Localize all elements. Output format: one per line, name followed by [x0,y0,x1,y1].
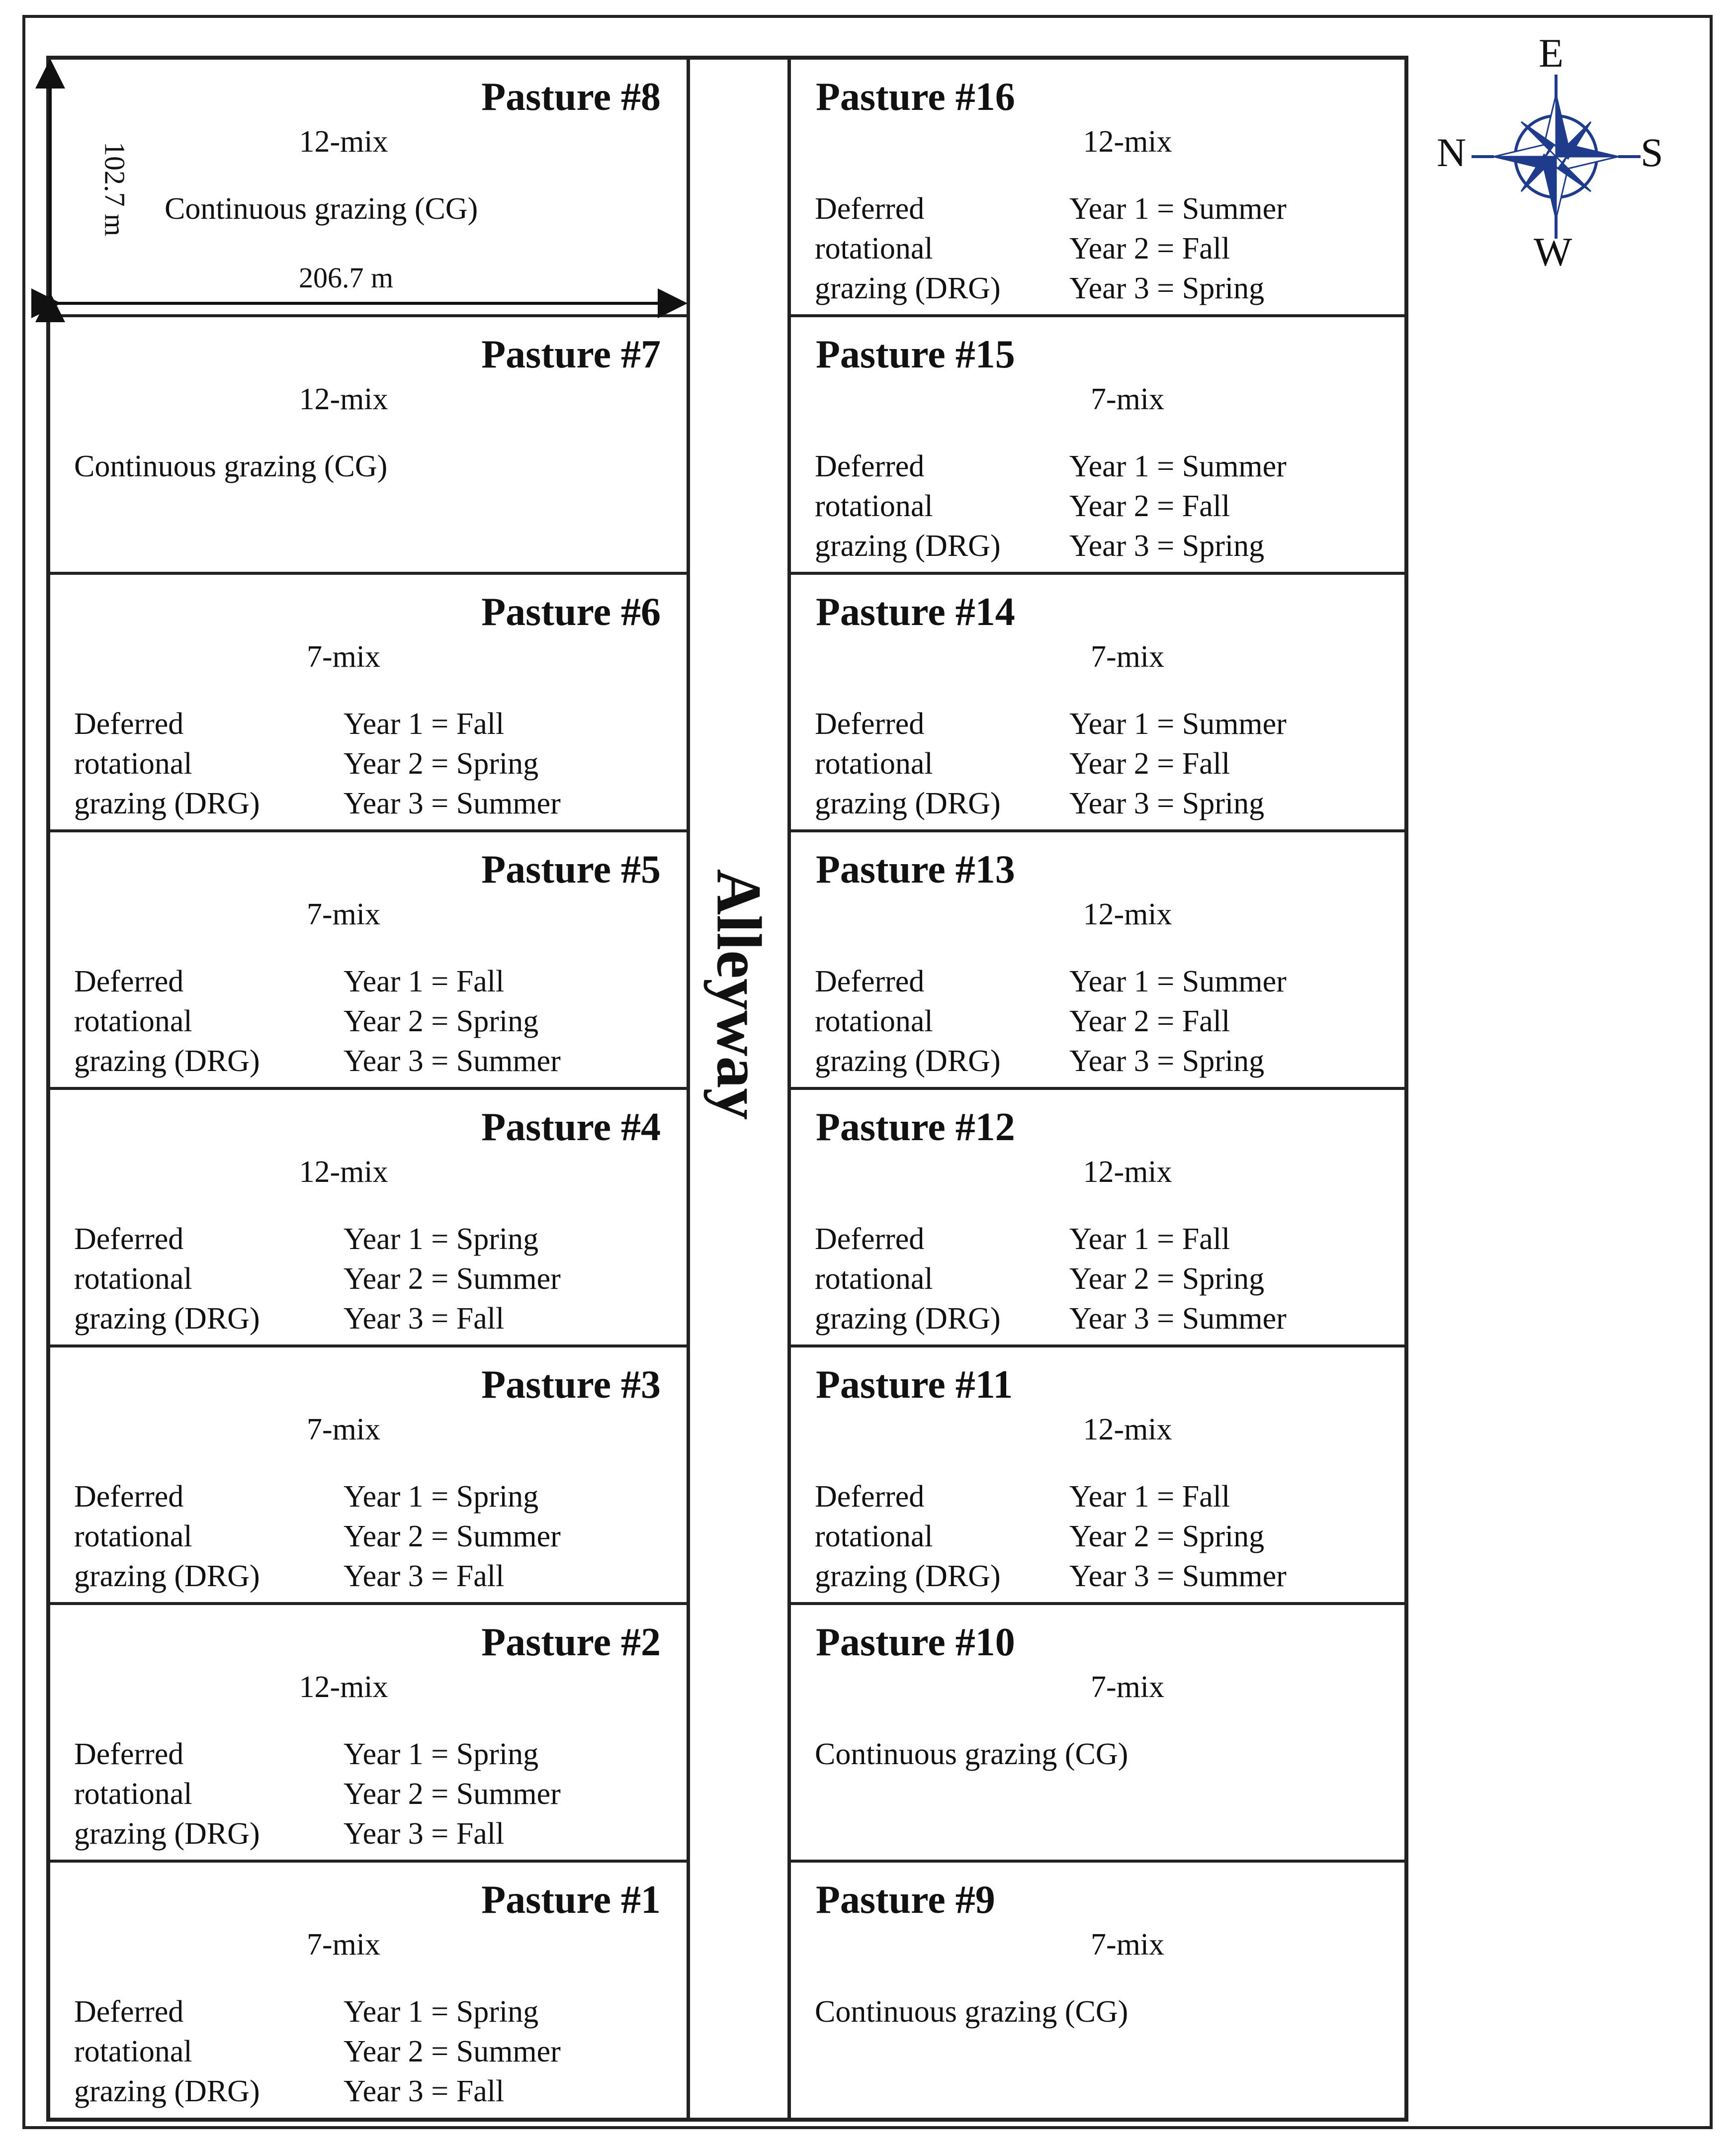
schedule-year: Year 3 = Summer [344,787,561,820]
pasture-mix: 7-mix [306,897,381,931]
schedule-year: Year 2 = Summer [344,1520,561,1553]
pasture-cell [791,1863,1404,2120]
grazing-method-line: Deferred [74,965,184,998]
schedule-year: Year 1 = Spring [344,1737,539,1771]
schedule-year: Year 2 = Fall [1069,1004,1230,1038]
grazing-method [815,704,1001,823]
grazing-method-line: Deferred [74,1737,184,1771]
schedule-year: Year 1 = Spring [344,1995,539,2029]
schedule-year: Year 2 = Fall [1069,489,1230,523]
grazing-method [815,1219,1001,1339]
grazing-schedule [344,1219,561,1339]
grazing-schedule [1069,447,1287,566]
grazing-method [74,1992,260,2111]
pasture-title: Pasture #13 [816,848,1015,892]
grazing-method-line: rotational [815,1004,933,1038]
pasture-mix: 12-mix [299,382,388,416]
grazing-method-line: grazing (DRG) [74,1817,260,1851]
schedule-year: Year 3 = Fall [344,1302,505,1336]
grazing-schedule [1069,1219,1287,1339]
pasture-mix: 12-mix [299,1155,388,1189]
pasture-cell [50,317,687,575]
grazing-method-line: Deferred [815,1480,925,1514]
grazing-method-line: grazing (DRG) [815,787,1001,820]
pasture-mix: 7-mix [1090,640,1165,674]
grazing-method-line: Continuous grazing (CG) [815,1737,1128,1771]
grazing-method-line: rotational [74,1777,192,1811]
pasture-cell [50,1605,687,1863]
grazing-method-line: Continuous grazing (CG) [815,1995,1128,2029]
pasture-cell [791,60,1404,317]
pasture-mix: 7-mix [306,1413,381,1446]
pasture-mix: 7-mix [306,1928,381,1962]
pasture-title: Pasture #16 [816,75,1015,119]
schedule-year: Year 1 = Fall [344,707,505,741]
grazing-method-line: Deferred [74,1222,184,1256]
schedule-year: Year 3 = Fall [344,1559,505,1593]
grazing-schedule [1069,189,1287,308]
grazing-method [815,189,1001,308]
grazing-schedule [344,1734,561,1854]
pasture-mix: 12-mix [1083,1413,1172,1446]
schedule-year: Year 2 = Summer [344,1777,561,1811]
pasture-cell [791,317,1404,575]
pasture-cell [791,575,1404,832]
grazing-method-line: rotational [74,2035,192,2068]
schedule-year: Year 2 = Fall [1069,747,1230,781]
schedule-year: Year 1 = Spring [344,1222,539,1256]
grazing-method [74,962,260,1081]
grazing-method-line: Deferred [815,707,925,741]
grazing-method [815,447,1001,566]
grazing-method-line: grazing (DRG) [74,787,260,820]
pasture-cell [791,1605,1404,1863]
pasture-title: Pasture #3 [481,1363,661,1407]
grazing-method-line: Deferred [815,449,925,483]
pasture-title: Pasture #1 [481,1878,661,1922]
compass-bottom-label: W [1534,229,1572,274]
grazing-method [815,962,1001,1081]
height-dimension-label: 102.7 m [98,141,131,237]
schedule-year: Year 1 = Spring [344,1480,539,1514]
grazing-method [74,1219,260,1339]
schedule-year: Year 2 = Summer [344,1262,561,1296]
schedule-year: Year 3 = Spring [1069,271,1265,305]
grazing-schedule [344,1992,561,2111]
grazing-schedule [344,1477,561,1596]
schedule-year: Year 2 = Fall [1069,232,1230,266]
grazing-method [815,1477,1001,1596]
schedule-year: Year 2 = Spring [344,747,539,781]
grazing-method [74,704,260,823]
grazing-method-line: rotational [74,1520,192,1553]
schedule-year: Year 3 = Fall [344,2074,505,2108]
schedule-year: Year 2 = Spring [1069,1262,1265,1296]
grazing-method-line: grazing (DRG) [815,1559,1001,1593]
pasture-title: Pasture #12 [816,1105,1015,1149]
pasture-cell [50,1090,687,1347]
pasture-title: Pasture #9 [816,1878,995,1922]
pasture-mix: 12-mix [1083,125,1172,159]
width-dimension-label: 206.7 m [299,262,394,294]
pasture-cell [50,1347,687,1605]
compass-left-label: N [1437,130,1467,175]
grazing-schedule [344,962,561,1081]
grazing-method [74,1477,260,1596]
grazing-method-line: grazing (DRG) [74,1044,260,1078]
pasture-title: Pasture #10 [816,1620,1015,1664]
schedule-year: Year 3 = Summer [1069,1302,1287,1336]
schedule-year: Year 1 = Summer [1069,965,1287,998]
grazing-method-line: Deferred [74,1995,184,2029]
pasture-title: Pasture #4 [481,1105,661,1149]
pasture-title: Pasture #2 [481,1620,661,1664]
grazing-method [74,1734,260,1854]
pasture-mix: 7-mix [1090,1928,1165,1962]
schedule-year: Year 1 = Fall [1069,1222,1230,1256]
pasture-cell [791,1347,1404,1605]
schedule-year: Year 2 = Spring [1069,1520,1265,1553]
left-pasture-column [50,60,687,2118]
grazing-method-line: Continuous grazing (CG) [165,192,478,226]
right-pasture-column [791,60,1404,2118]
pasture-title: Pasture #11 [816,1363,1013,1407]
grazing-method-line: grazing (DRG) [74,1559,260,1593]
pasture-mix: 12-mix [1083,1155,1172,1189]
grazing-schedule [1069,962,1287,1081]
pasture-cell [791,832,1404,1090]
grazing-method-line: Deferred [74,707,184,741]
schedule-year: Year 2 = Spring [344,1004,539,1038]
grazing-method-line: rotational [815,747,933,781]
pasture-title: Pasture #5 [481,848,661,892]
grazing-method-line: rotational [815,1262,933,1296]
grazing-method-line: grazing (DRG) [815,529,1001,563]
pasture-title: Pasture #7 [481,333,661,376]
pasture-title: Pasture #8 [481,75,661,119]
schedule-year: Year 1 = Fall [1069,1480,1230,1514]
grazing-method-line: Continuous grazing (CG) [74,449,388,483]
grazing-method-line: grazing (DRG) [815,1302,1001,1336]
pasture-mix: 7-mix [1090,382,1165,416]
grazing-method-line: Deferred [815,965,925,998]
grazing-method-line: rotational [815,232,933,266]
compass-top-label: E [1539,30,1564,76]
pasture-mix: 12-mix [1083,897,1172,931]
schedule-year: Year 1 = Summer [1069,449,1287,483]
grazing-method-line: Deferred [815,192,925,226]
alleyway [687,60,791,2118]
grazing-method-line: Deferred [815,1222,925,1256]
pasture-title: Pasture #14 [816,590,1015,634]
schedule-year: Year 3 = Fall [344,1817,505,1851]
grazing-method [815,1734,1128,1774]
grazing-schedule [1069,1477,1287,1596]
pasture-cell [50,832,687,1090]
pasture-mix: 7-mix [306,640,381,674]
alleyway-label: Alleyway [703,869,775,1120]
grazing-method-line: grazing (DRG) [74,2074,260,2108]
grazing-method [815,1992,1128,2032]
pasture-cell [791,1090,1404,1347]
pasture-mix: 12-mix [299,1670,388,1704]
schedule-year: Year 3 = Spring [1069,1044,1265,1078]
schedule-year: Year 3 = Spring [1069,787,1265,820]
pasture-title: Pasture #15 [816,333,1015,376]
schedule-year: Year 1 = Summer [1069,192,1287,226]
pasture-grid [46,56,1408,2122]
grazing-method-line: grazing (DRG) [74,1302,260,1336]
grazing-schedule [344,704,561,823]
schedule-year: Year 1 = Fall [344,965,505,998]
pasture-mix: 12-mix [299,125,388,159]
schedule-year: Year 3 = Spring [1069,529,1265,563]
grazing-method-line: rotational [815,1520,933,1553]
grazing-method [74,447,387,486]
grazing-method-line: rotational [74,1262,192,1296]
pasture-title: Pasture #6 [481,590,661,634]
schedule-year: Year 3 = Summer [1069,1559,1287,1593]
pasture-mix: 7-mix [1090,1670,1165,1704]
grazing-method-line: rotational [74,1004,192,1038]
grazing-method-line: rotational [74,747,192,781]
grazing-method-line: grazing (DRG) [815,271,1001,305]
grazing-method-line: Deferred [74,1480,184,1514]
grazing-method-line: grazing (DRG) [815,1044,1001,1078]
compass-star-icon [1472,75,1641,239]
compass-right-label: S [1641,130,1663,175]
pasture-cell [50,575,687,832]
schedule-year: Year 1 = Summer [1069,707,1287,741]
schedule-year: Year 3 = Summer [344,1044,561,1078]
schedule-year: Year 2 = Summer [344,2035,561,2068]
grazing-method-line: rotational [815,489,933,523]
compass-rose [1432,30,1670,288]
pasture-cell [50,1863,687,2120]
grazing-schedule [1069,704,1287,823]
